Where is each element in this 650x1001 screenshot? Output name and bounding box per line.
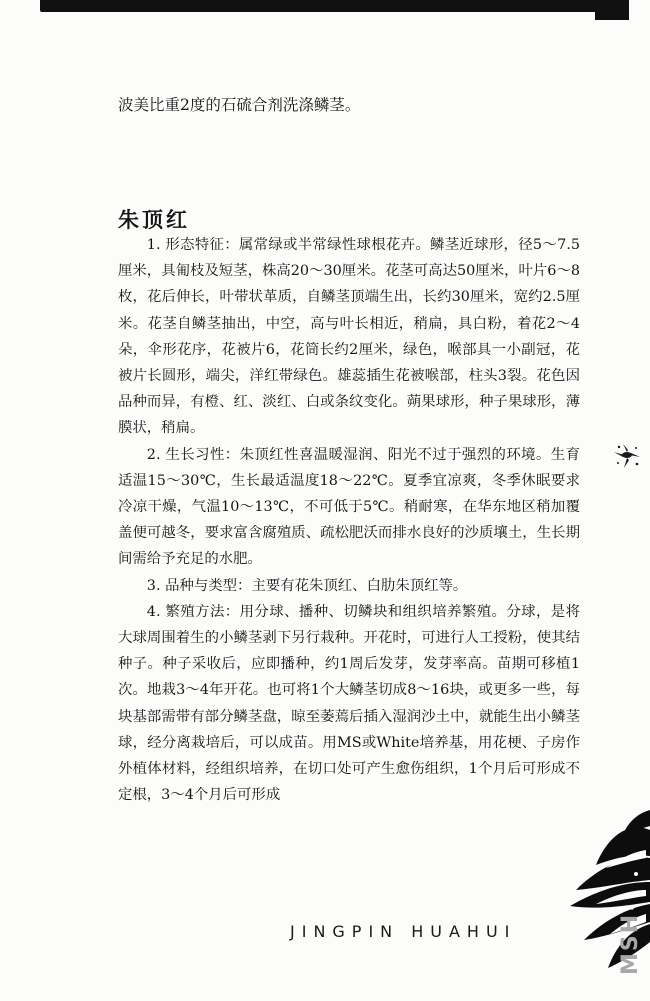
top-rule	[40, 0, 628, 12]
page-footer: JINGPIN HUAHUI	[290, 922, 517, 941]
top-rule-corner	[595, 0, 629, 20]
body-text	[118, 232, 580, 808]
watermark: MSH	[618, 912, 643, 975]
paragraph-varieties: 3. 品种与类型：主要有花朱顶红、白肋朱顶红等。	[146, 577, 468, 594]
section-title: 朱顶红	[118, 207, 190, 232]
paragraph-propagation: 4. 繁殖方法：用分球、播种、切鳞块和组织培养繁殖。分球，是将大球周围着生的小鳞茎剥下另行栽种。开花时，可进行人工授粉，使其结种子。种子采收后，应即播种，约1周后发芽，发芽率高。苗期可移植1次。地栽3～4年开花。也可将1个大鳞茎切成8～16块，或更多一些，每块基部需带有部分鳞茎盘，晾至萎蔫后插入湿润沙土中，就能生出小鳞茎球，经分离栽培后，可以成苗。用MS或White培养基，用花梗、子房作外植体材料，经组织培养，在切口处可产生愈伤组织，1个月后可形成不定根，3～4个月后可形成	[118, 603, 580, 804]
intro-text: 波美比重2度的石硫合剂洗涤鳞茎。	[118, 96, 361, 114]
ink-speck-decoration	[610, 438, 644, 472]
paragraph-growth-habit: 2. 生长习性：朱顶红性喜温暖湿润、阳光不过于强烈的环境。生育适温15～30℃，生长最适温度18～22℃。夏季宜凉爽，冬季休眠要求冷凉干燥，气温10～13℃，不可低于5℃。稍耐寒，在华东地区稍加覆盖便可越冬，要求富含腐殖质、疏松肥沃而排水良好的沙质壤土，生长期间需给予充足的水肥。	[118, 446, 580, 568]
paragraph-morphology: 1. 形态特征：属常绿或半常绿性球根花卉。鳞茎近球形，径5～7.5厘米，具匍枝及短茎，株高20～30厘米。花茎可高达50厘米，叶片6～8枚，花后伸长，叶带状革质，自鳞茎顶端生出，长约30厘米，宽约2.5厘米。花茎自鳞茎抽出，中空，高与叶长相近，稍扁，具白粉，着花2～4朵，伞形花序，花被片6，花筒长约2厘米，绿色，喉部具一小副冠，花被片长圆形，端尖，洋红带绿色。雄蕊插生花被喉部，柱头3裂。花色因品种而异，有橙、红、淡红、白或条纹变化。蒴果球形，种子果球形，薄膜状，稍扁。	[118, 237, 580, 437]
